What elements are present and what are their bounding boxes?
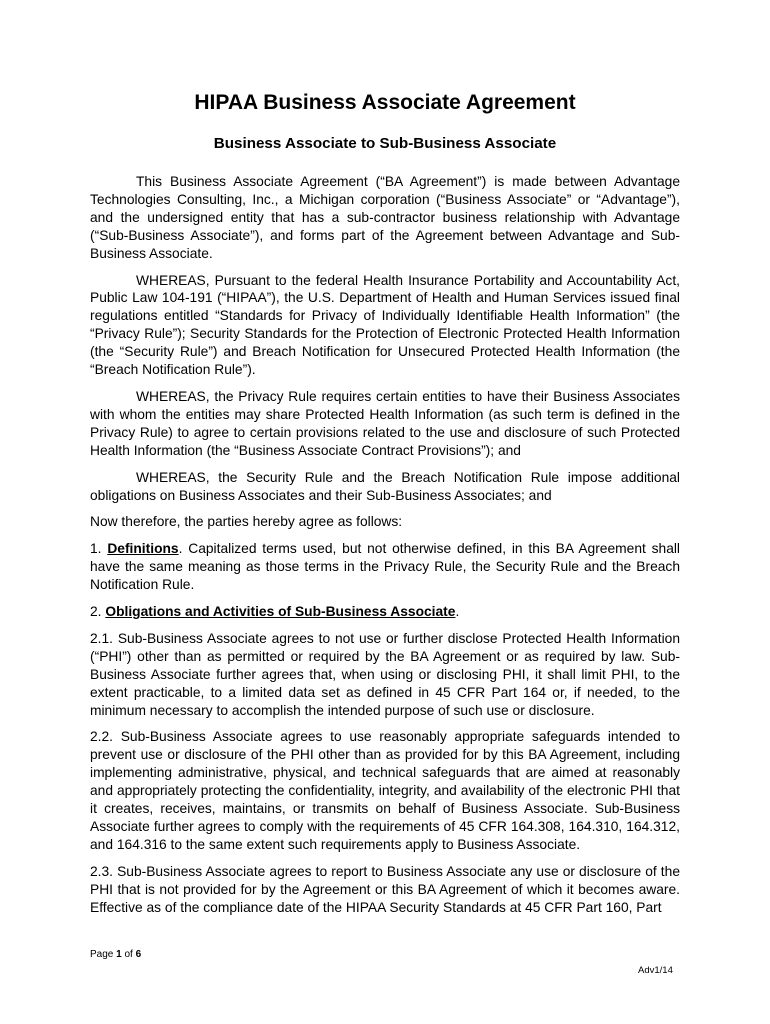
section-2-1: 2.1. Sub-Business Associate agrees to not use or further disclose Protected Health Information (“PHI”) other than as permitted or required by the BA Agreement or as required by law. Sub-Business Associate further agrees that, when using or disclosing PHI, it shall limit PHI, to the extent practicable, to a limited data set as defined in 45 CFR Part 164 or, if needed, to the minimum necessary to accomplish the intended purpose of such use or disclosure. <box>90 630 680 718</box>
section-1-definitions <box>90 540 680 594</box>
whereas-paragraph-3: WHEREAS, the Security Rule and the Breach Notification Rule impose additional obligations on Business Associates and their Sub-Business Associates; and <box>90 469 680 503</box>
section-2-2: 2.2. Sub-Business Associate agrees to use reasonably appropriate safeguards intended to prevent use or disclosure of the PHI other than as provided for by this BA Agreement, including implementing administrative, physical, and technical safeguards that are aimed at reasonably and appropriately protecting the confidentiality, integrity, and availability of the electronic PHI that it creates, receives, maintains, or transmits on behalf of Business Associate. Sub-Business Associate further agrees to comply with the requirements of 45 CFR 164.308, 164.310, 164.312, and 164.316 to the same extent such requirements apply to Business Associate. <box>90 729 680 852</box>
whereas-paragraph-2: WHEREAS, the Privacy Rule requires certain entities to have their Business Associates with whom the entities may share Protected Health Information (as such term is defined in the Privacy Rule) to agree to certain provisions related to the use and disclosure of such Protected Health Information (the “Business Associate Contract Provisions”); and <box>90 388 680 458</box>
section-2-heading-line <box>90 603 680 621</box>
document-subtitle: Business Associate to Sub-Business Associate <box>213 135 557 152</box>
section-1-text: . Capitalized terms used, but not otherwise defined, in this BA Agreement shall have the same meaning as those terms in the Privacy Rule, the Security Rule and the Breach Notification Rule. <box>90 541 680 593</box>
section-2-end: . <box>455 604 460 620</box>
section-2-3: 2.3. Sub-Business Associate agrees to report to Business Associate any use or disclosure of the PHI that is not provided for by the Agreement or this BA Agreement of which it becomes aware. Effective as of the compliance date of the HIPAA Security Standards at 45 CFR Part 160, Part <box>90 863 680 915</box>
section-1-number: 1. <box>90 541 108 557</box>
section-1-heading: Definitions <box>107 541 179 557</box>
whereas-paragraph-1: WHEREAS, Pursuant to the federal Health Insurance Portability and Accountability Act, Public Law 104-191 (“HIPAA”), the U.S. Department of Health and Human Services issued final regulations entitled “Standards for Privacy of Individually Identifiable Health Information” (the “Privacy Rule”); Security Standards for the Protection of Electronic Protected Health Information (the “Security Rule”) and Breach Notification for Unsecured Protected Health Information (the “Breach Notification Rule”). <box>90 272 680 378</box>
page-label: Page <box>90 949 117 960</box>
page-total: 6 <box>135 949 142 960</box>
page-current: 1 <box>116 949 122 960</box>
page-number <box>90 949 141 960</box>
section-2-heading: Obligations and Activities of Sub-Business Associate <box>105 604 456 620</box>
now-therefore-paragraph: Now therefore, the parties hereby agree as follows: <box>90 514 403 530</box>
intro-paragraph: This Business Associate Agreement (“BA Agreement”) is made between Advantage Technologies Consulting, Inc., a Michigan corporation (“Business Associate” or “Advantage”), and the undersigned entity that has a sub-contractor business relationship with Advantage (“Sub-Business Associate”), and forms part of the Agreement between Advantage and Sub-Business Associate. <box>90 174 680 261</box>
document-title: HIPAA Business Associate Agreement <box>194 91 576 114</box>
revision-code: Adv1/14 <box>638 965 673 976</box>
section-2-number: 2. <box>90 604 106 620</box>
document-body <box>90 88 680 926</box>
page-of-label: of <box>121 949 136 960</box>
